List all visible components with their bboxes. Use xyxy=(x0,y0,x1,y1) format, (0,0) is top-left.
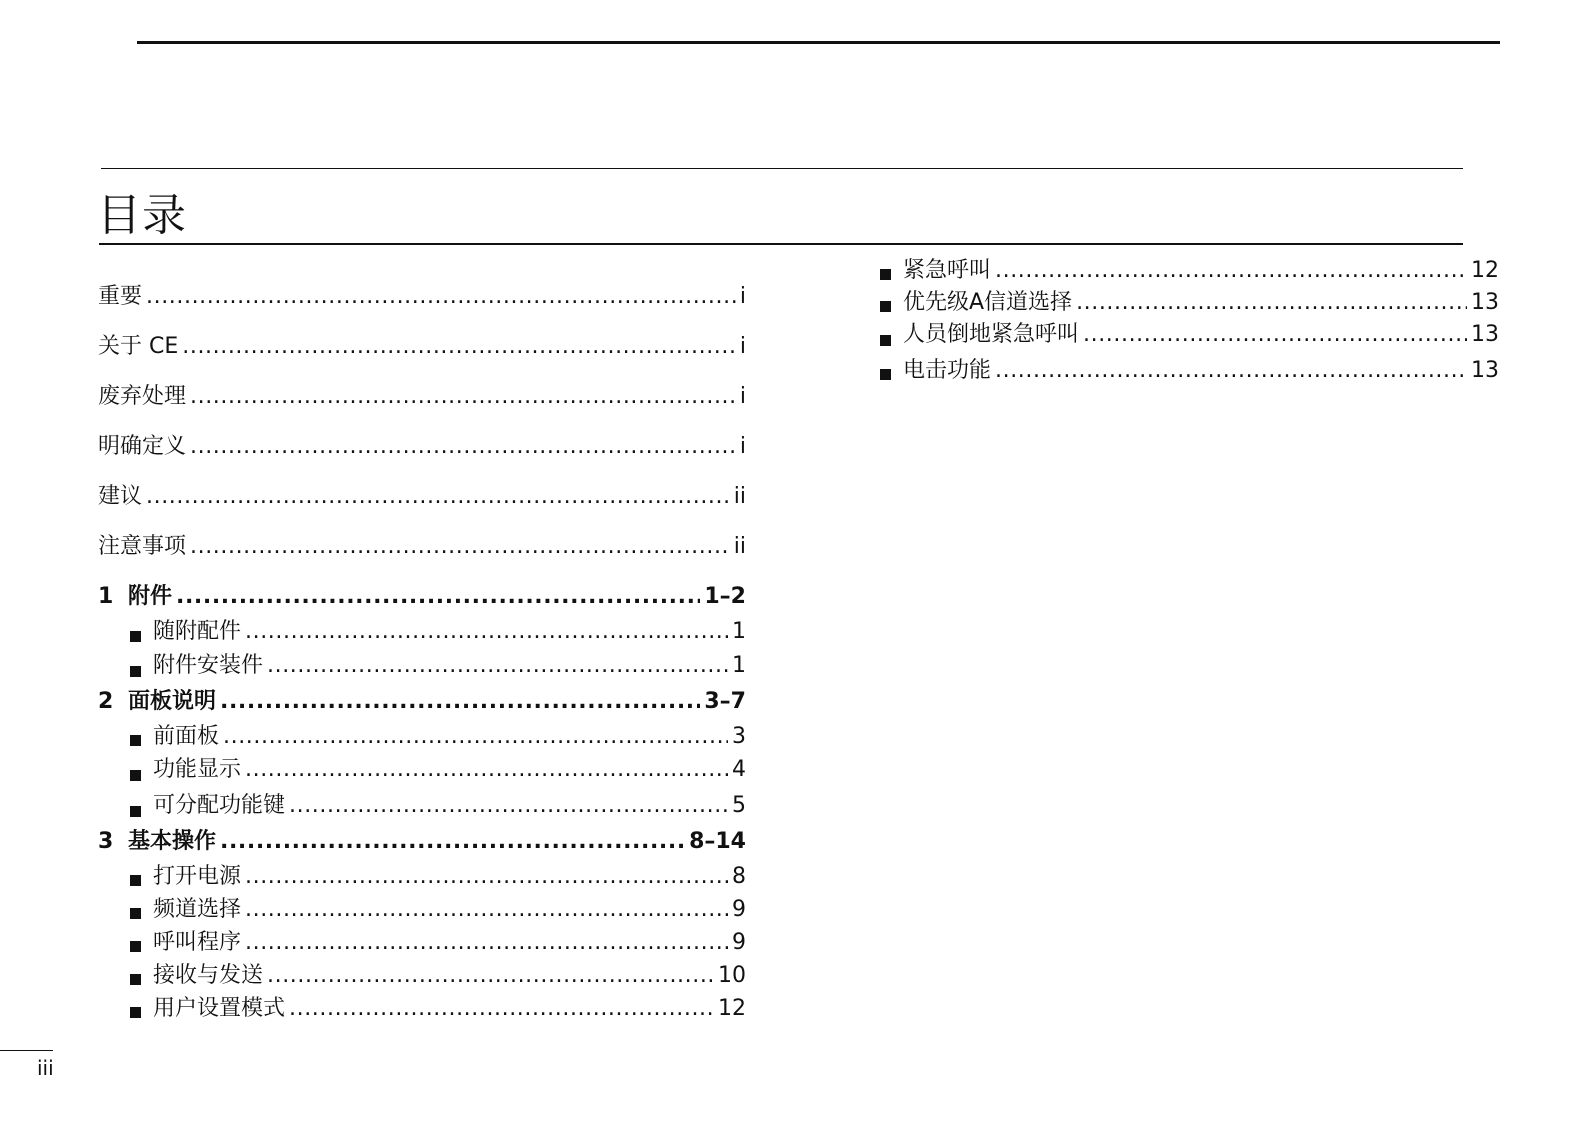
toc-entry-label: 重要 xyxy=(98,284,143,309)
toc-entry[interactable] xyxy=(98,334,746,384)
chapter-number: 3 xyxy=(98,829,114,854)
toc-entry-page: i xyxy=(739,334,746,359)
dot-leader xyxy=(245,757,728,783)
title-top-rule xyxy=(101,168,1463,169)
dot-leader xyxy=(289,793,728,819)
footer-rule xyxy=(0,1050,53,1051)
page-title: 目录 xyxy=(97,190,187,241)
section-title: 前面板 xyxy=(153,724,220,749)
square-bullet-icon xyxy=(130,666,141,677)
toc-entry-label: 关于 CE xyxy=(98,334,179,359)
dot-leader xyxy=(245,897,728,923)
square-bullet-icon xyxy=(130,875,141,886)
toc-chapter[interactable] xyxy=(98,829,746,864)
square-bullet-icon xyxy=(130,770,141,781)
dot-leader xyxy=(190,534,730,560)
dot-leader xyxy=(289,996,714,1022)
chapter-number: 2 xyxy=(98,689,114,714)
section-page: 3 xyxy=(732,724,746,749)
section-title: 功能显示 xyxy=(153,757,242,782)
section-title: 优先级A信道选择 xyxy=(903,290,1073,315)
toc-entry[interactable] xyxy=(98,534,746,584)
chapter-title: 附件 xyxy=(128,584,173,609)
chapter-title: 面板说明 xyxy=(128,689,217,714)
chapter-pages: 8–14 xyxy=(689,829,746,854)
dot-leader xyxy=(190,434,736,460)
section-page: 10 xyxy=(718,963,746,988)
toc-section[interactable] xyxy=(98,793,746,829)
toc-entry-label: 废弃处理 xyxy=(98,384,187,409)
dot-leader xyxy=(245,930,728,956)
square-bullet-icon xyxy=(130,908,141,919)
toc-right-column xyxy=(880,258,1499,390)
section-title: 用户设置模式 xyxy=(153,996,286,1021)
square-bullet-icon xyxy=(880,269,891,280)
toc-entry-page: ii xyxy=(733,484,746,509)
section-page: 13 xyxy=(1471,290,1499,315)
dot-leader xyxy=(267,963,714,989)
section-page: 1 xyxy=(732,653,746,678)
section-page: 12 xyxy=(1471,258,1499,283)
dot-leader xyxy=(995,258,1467,284)
section-title: 呼叫程序 xyxy=(153,930,242,955)
section-title: 随附配件 xyxy=(153,619,242,644)
dot-leader xyxy=(267,653,728,679)
toc-chapter[interactable] xyxy=(98,689,746,724)
toc-chapter[interactable] xyxy=(98,584,746,619)
title-bottom-rule xyxy=(99,243,1463,245)
section-page: 13 xyxy=(1471,322,1499,347)
dot-leader xyxy=(220,689,700,715)
toc-section[interactable] xyxy=(98,864,746,897)
square-bullet-icon xyxy=(130,631,141,642)
square-bullet-icon xyxy=(130,941,141,952)
dot-leader xyxy=(223,724,728,750)
dot-leader xyxy=(995,358,1467,384)
toc-left-column xyxy=(98,284,746,1029)
square-bullet-icon xyxy=(130,806,141,817)
square-bullet-icon xyxy=(880,301,891,312)
chapter-pages: 1–2 xyxy=(704,584,746,609)
toc-section[interactable] xyxy=(98,757,746,793)
toc-entry[interactable] xyxy=(98,434,746,484)
section-title: 可分配功能键 xyxy=(153,793,286,818)
toc-entry-label: 建议 xyxy=(98,484,143,509)
section-page: 9 xyxy=(732,897,746,922)
chapter-number: 1 xyxy=(98,584,114,609)
section-title: 接收与发送 xyxy=(153,963,264,988)
toc-entry-page: i xyxy=(739,434,746,459)
section-page: 4 xyxy=(732,757,746,782)
toc-entry-page: ii xyxy=(733,534,746,559)
toc-entry-label: 注意事项 xyxy=(98,534,187,559)
square-bullet-icon xyxy=(130,974,141,985)
dot-leader xyxy=(1083,322,1467,348)
section-title: 人员倒地紧急呼叫 xyxy=(903,322,1080,347)
toc-section[interactable] xyxy=(98,653,746,689)
section-title: 电击功能 xyxy=(903,358,992,383)
toc-section[interactable] xyxy=(880,290,1499,322)
square-bullet-icon xyxy=(880,335,891,346)
chapter-title: 基本操作 xyxy=(128,829,217,854)
section-title: 频道选择 xyxy=(153,897,242,922)
square-bullet-icon xyxy=(880,369,891,380)
square-bullet-icon xyxy=(130,735,141,746)
page-number: iii xyxy=(37,1056,54,1080)
toc-section[interactable] xyxy=(98,897,746,930)
toc-section[interactable] xyxy=(98,996,746,1029)
toc-entry[interactable] xyxy=(98,484,746,534)
toc-section[interactable] xyxy=(880,258,1499,290)
section-page: 9 xyxy=(732,930,746,955)
dot-leader xyxy=(146,284,736,310)
dot-leader xyxy=(176,584,700,610)
section-title: 打开电源 xyxy=(153,864,242,889)
toc-entry[interactable] xyxy=(98,384,746,434)
toc-entry-page: i xyxy=(739,284,746,309)
section-page: 12 xyxy=(718,996,746,1021)
toc-section[interactable] xyxy=(98,930,746,963)
toc-section[interactable] xyxy=(880,358,1499,390)
dot-leader xyxy=(190,384,736,410)
section-title: 附件安装件 xyxy=(153,653,264,678)
section-page: 1 xyxy=(732,619,746,644)
section-page: 5 xyxy=(732,793,746,818)
chapter-pages: 3–7 xyxy=(704,689,746,714)
section-page: 8 xyxy=(732,864,746,889)
header-rule xyxy=(137,41,1500,44)
dot-leader xyxy=(182,334,736,360)
square-bullet-icon xyxy=(130,1007,141,1018)
dot-leader xyxy=(245,619,728,645)
dot-leader xyxy=(245,864,728,890)
dot-leader xyxy=(146,484,730,510)
toc-entry-page: i xyxy=(739,384,746,409)
toc-section[interactable] xyxy=(98,963,746,996)
toc-section[interactable] xyxy=(98,724,746,757)
section-page: 13 xyxy=(1471,358,1499,383)
toc-entry[interactable] xyxy=(98,284,746,334)
toc-entry-label: 明确定义 xyxy=(98,434,187,459)
dot-leader xyxy=(1076,290,1467,316)
section-title: 紧急呼叫 xyxy=(903,258,992,283)
toc-section[interactable] xyxy=(98,619,746,653)
dot-leader xyxy=(220,829,685,855)
toc-section[interactable] xyxy=(880,322,1499,358)
